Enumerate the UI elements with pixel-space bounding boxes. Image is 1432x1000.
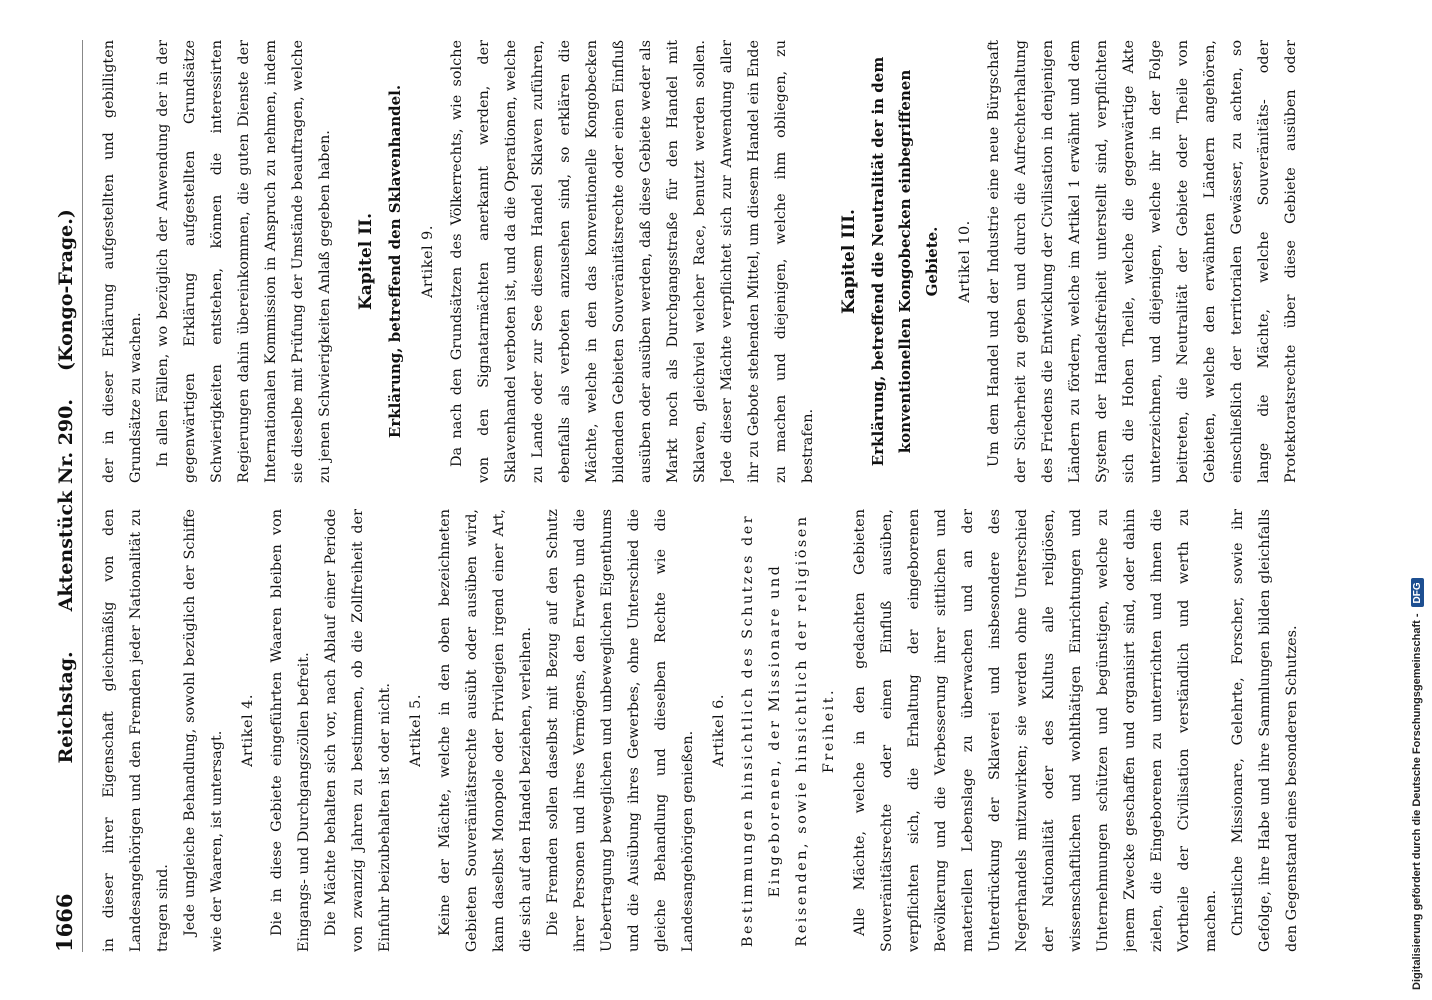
header-kongo-frage: (Kongo-Frage.) bbox=[55, 209, 77, 372]
credit-text: Digitalisierung gefördert durch die Deutsche Forschungsgemeinschaft - bbox=[1411, 613, 1423, 990]
left-column bbox=[96, 509, 1310, 952]
right-column bbox=[96, 40, 1310, 483]
article-10-title: Artikel 10. bbox=[957, 220, 973, 303]
digitization-credit bbox=[1405, 0, 1429, 990]
page-number: 1666 bbox=[52, 893, 77, 952]
paragraph: Keine der Mächte, welche in den oben bezeichneten Gebieten Souveränitätsrechte ausübt oder ausüben wird, kann daselbst Monopole oder Privilegien irgend einer Art, die sich auf den Handel beziehen, verleihen. bbox=[437, 509, 534, 952]
chapter-2-title: Kapitel II. bbox=[356, 213, 376, 311]
header-aktenstueck: Aktenstück Nr. 290. bbox=[55, 399, 77, 612]
paragraph: Die Mächte behalten sich vor, nach Ablauf einer Periode von zwanzig Jahren zu bestimmen, ob die Zollfreiheit der Einfuhr beizubehalten ist oder nicht. bbox=[323, 509, 393, 952]
dfg-logo: DFG bbox=[1411, 578, 1424, 607]
article-9-title: Artikel 9. bbox=[420, 225, 436, 298]
paragraph: Christliche Missionare, Gelehrte, Forscher, sowie ihr Gefolge, ihre Habe und ihre Sammlungen bilden gleichfalls den Gegenstand eines besonderen Schutzes. bbox=[1230, 509, 1300, 952]
paragraph bbox=[1306, 509, 1310, 952]
paragraph: Da nach den Grundsätzen des Völkerrechts, wie solche von den Signatarmächten anerkannt werden, der Sklavenhandel verboten ist, und da die Operationen, welche zu Lande oder zur See diesem Handel Sklaven zuführen, ebenfalls als verboten anzusehen sind, so erklären die Mächte, welche in den das konventionelle Kongobecken bildenden Gebieten Souveränitätsrechte oder einen Einfluß ausüben oder ausüben werden, daß diese Gebiete weder als Markt noch als Durchgangsstraße für den Handel mit Sklaven, gleichviel welcher Race, benutzt werden sollen. Jede dieser Mächte verpflichtet sich zur Anwendung aller ihr zu Gebote stehenden Mittel, um diesem Handel ein Ende zu machen und diejenigen, welche ihm obliegen, zu bestrafen. bbox=[449, 40, 816, 483]
header-reichstag: Reichstag. bbox=[55, 651, 77, 764]
paragraph: Alle Mächte, welche in den gedachten Gebieten Souveränitätsrechte oder einen Einfluß ausüben, verpflichten sich, die Erhaltung der eingeborenen Bevölkerung und die Verbesserung ihrer sittlichen und materiellen Lebenslage zu überwachen und an der Unterdrückung der Sklaverei und insbesondere des Negerhandels mitzuwirken; sie werden ohne Unterschied der Nationalität oder des Kultus alle religiösen, wissenschaftlichen und wohlthätigen Einrichtungen und Unternehmungen schützen und begünstigen, welche zu jenem Zwecke geschaffen und organisirt sind, oder dahin zielen, die Eingeborenen zu unterrichten und ihnen die Vortheile der Civilisation verständlich und werth zu machen. bbox=[852, 509, 1219, 952]
chapter-2-heading: Erklärung, betreffend den Sklavenhandel. bbox=[386, 84, 404, 439]
article-5-title: Artikel 5. bbox=[408, 694, 424, 767]
article-4-title: Artikel 4. bbox=[240, 694, 256, 767]
article-6-heading: Bestimmungen hinsichtlich des Schutzes der Eingeborenen, der Missionare und Reisenden, sowie hinsichtlich der religiösen Freiheit. bbox=[740, 513, 837, 948]
paragraph: Um dem Handel und der Industrie eine neue Bürgschaft der Sicherheit zu geben und durch die Aufrechterhaltung des Friedens die Entwicklung der Civilisation in denjenigen Ländern zu fördern, welche im Artikel 1 erwähnt und dem System der Handelsfreiheit unterstellt sind, verpflichten sich die Hohen Theile, welche die gegenwärtige Akte unterzeichnen, und diejenigen, welche ihr in der Folge beitreten, die Neutralität der Gebiete oder Theile von Gebieten, welche den erwähnten Ländern angehören, einschließlich der territorialen Gewässer, zu achten, so lange die Mächte, welche Souveränitäts- oder Protektoratsrechte über diese Gebiete ausüben oder bbox=[986, 40, 1299, 483]
paragraph: Jede ungleiche Behandlung, sowohl bezüglich der Schiffe wie der Waaren, ist untersagt. bbox=[182, 509, 225, 952]
text-columns bbox=[96, 40, 1310, 952]
paragraph: in dieser ihrer Eigenschaft gleichmäßig von den Landesangehörigen und den Fremden jeder Nationalität zu tragen sind. bbox=[101, 509, 171, 952]
paragraph: der in dieser Erklärung aufgestellten und gebilligten Grundsätze zu wachen. bbox=[101, 40, 144, 483]
running-head bbox=[52, 40, 83, 952]
chapter-3-heading: Erklärung, betreffend die Neutralität der in dem konventionellen Kongobecken einbegriffenen Gebiete. bbox=[869, 56, 941, 467]
article-6-title: Artikel 6. bbox=[711, 694, 727, 767]
chapter-3-title: Kapitel III. bbox=[839, 209, 859, 314]
paragraph: In allen Fällen, wo bezüglich der Anwendung der in der gegenwärtigen Erklärung aufgestellten Grundsätze Schwierigkeiten entstehen, können die interessirten Regierungen dahin übereinkommen, die guten Dienste der Internationalen Kommission in Anspruch zu nehmen, indem sie dieselbe mit Prüfung der Umstände beauftragen, welche zu jenen Schwierigkeiten Anlaß gegeben haben. bbox=[155, 40, 333, 483]
paragraph: Die Fremden sollen daselbst mit Bezug auf den Schutz ihrer Personen und ihres Vermögens, den Erwerb und die Uebertragung beweglichen und unbeweglichen Eigenthums und die Ausübung ihres Gewerbes, ohne Unterschied die gleiche Behandlung und dieselben Rechte wie die Landesangehörigen genießen. bbox=[545, 509, 696, 952]
paragraph: Die in diese Gebiete eingeführten Waaren bleiben von Eingangs- und Durchgangszöllen befreit. bbox=[269, 509, 312, 952]
